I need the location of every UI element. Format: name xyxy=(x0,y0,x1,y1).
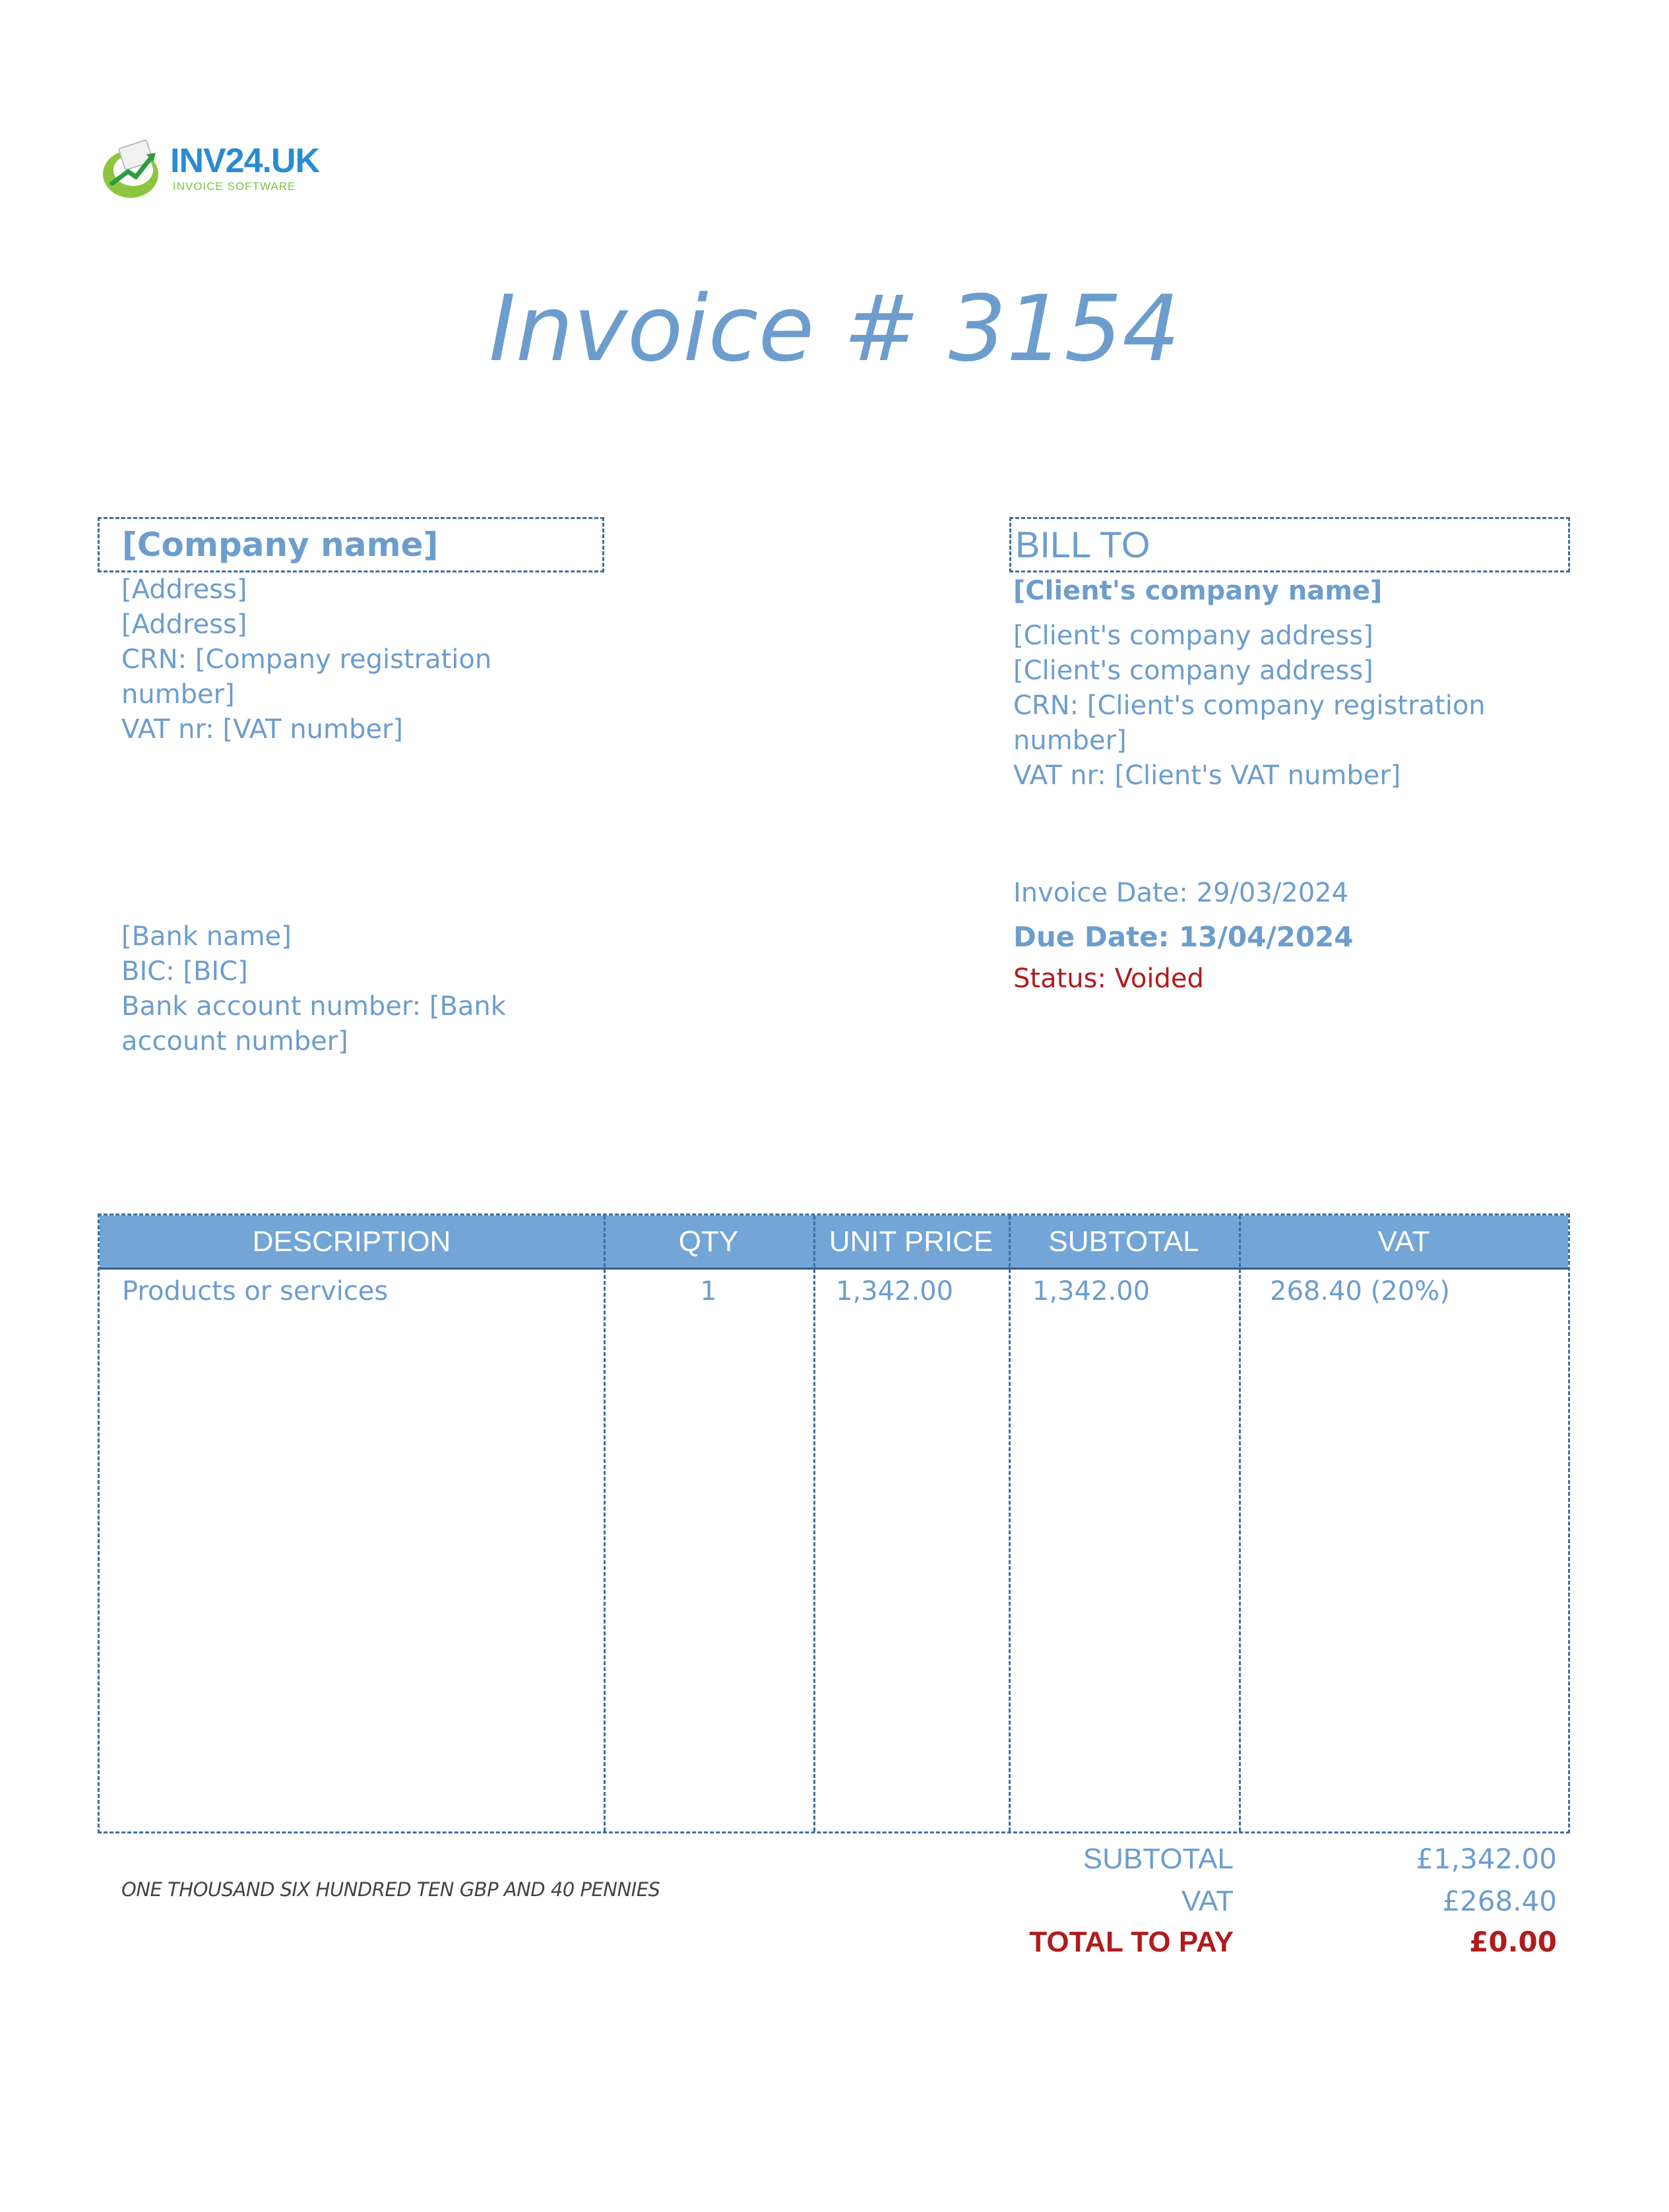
bank-details xyxy=(121,919,596,1059)
seller-line: CRN: [Company registration xyxy=(121,644,492,675)
client-line: VAT nr: [Client's VAT number] xyxy=(1013,760,1401,791)
logo-subtitle: INVOICE SOFTWARE xyxy=(173,180,296,193)
header-description: DESCRIPTION xyxy=(252,1225,451,1258)
header-vat: VAT xyxy=(1377,1225,1430,1258)
column-divider xyxy=(1239,1215,1241,1831)
status-label: Status: Voided xyxy=(1013,964,1204,994)
column-divider xyxy=(1009,1215,1011,1831)
row-description: Products or services xyxy=(122,1276,389,1306)
amount-in-words: ONE THOUSAND SIX HUNDRED TEN GBP AND 40 PENNIES xyxy=(121,1878,660,1901)
subtotal-value: £1,342.00 xyxy=(1416,1843,1557,1875)
items-table xyxy=(98,1214,1570,1833)
row-qty: 1 xyxy=(700,1276,717,1306)
seller-line: number] xyxy=(121,679,235,710)
seller-line: [Address] xyxy=(121,574,247,605)
vat-label: VAT xyxy=(1181,1885,1234,1917)
bank-line: BIC: [BIC] xyxy=(121,956,248,987)
logo-text: INV24.UK xyxy=(170,142,320,180)
client-line: CRN: [Client's company registration xyxy=(1013,691,1486,721)
client-line: [Client's company address] xyxy=(1013,621,1373,651)
total-label: TOTAL TO PAY xyxy=(1029,1926,1234,1958)
seller-line: [Address] xyxy=(121,609,247,640)
client-details xyxy=(1013,619,1567,793)
client-line: number] xyxy=(1013,725,1127,756)
bank-line: account number] xyxy=(121,1026,348,1057)
row-unit-price: 1,342.00 xyxy=(836,1276,954,1306)
company-name: [Company name] xyxy=(122,526,439,564)
vat-value: £268.40 xyxy=(1442,1885,1557,1917)
client-line: [Client's company address] xyxy=(1013,656,1373,686)
header-subtotal: SUBTOTAL xyxy=(1048,1225,1199,1258)
header-unit-price: UNIT PRICE xyxy=(829,1225,993,1258)
column-divider xyxy=(604,1215,606,1831)
row-vat: 268.40 (20%) xyxy=(1270,1276,1450,1306)
bank-line: [Bank name] xyxy=(121,921,292,952)
total-value: £0.00 xyxy=(1469,1926,1557,1958)
header-qty: QTY xyxy=(678,1225,739,1258)
row-subtotal: 1,342.00 xyxy=(1032,1276,1150,1306)
seller-details xyxy=(121,572,596,747)
seller-line: VAT nr: [VAT number] xyxy=(121,714,404,745)
bill-to-heading: BILL TO xyxy=(1015,524,1150,565)
bank-line: Bank account number: [Bank xyxy=(121,991,506,1022)
invoice-date: Invoice Date: 29/03/2024 xyxy=(1013,878,1349,908)
invoice-title: Invoice # 3154 xyxy=(489,276,1180,382)
due-date: Due Date: 13/04/2024 xyxy=(1013,921,1354,953)
company-name-box xyxy=(98,517,604,572)
bill-to-box xyxy=(1009,517,1570,572)
subtotal-label: SUBTOTAL xyxy=(1083,1843,1234,1875)
column-divider xyxy=(813,1215,815,1831)
client-company-name: [Client's company name] xyxy=(1013,576,1383,606)
